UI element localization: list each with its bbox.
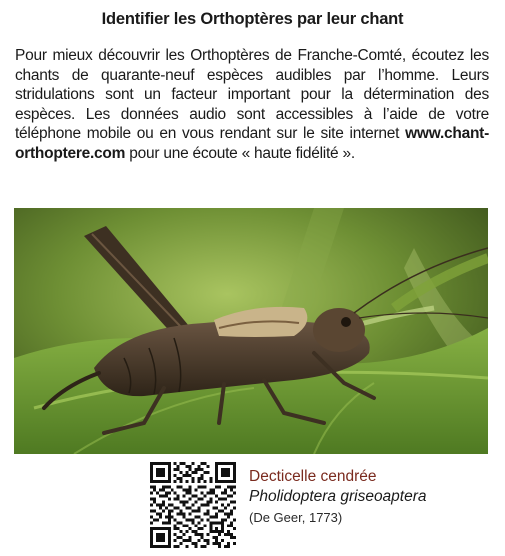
page-title: Identifier les Orthoptères par leur chant xyxy=(101,10,404,28)
species-caption xyxy=(249,467,427,528)
intro-text: Pour mieux découvrir les Orthoptères de Franche-Comté, écoutez les chants de quarante-neuf espèces audibles par l’homme. Leurs stridulations sont un facteur important pour la détermination des espèces. Les données audio sont accessibles à l’aide de votre téléphone mobile ou en vous rendant sur le site internet xyxy=(15,47,489,142)
intro-paragraph xyxy=(15,46,489,163)
intro-tail: pour une écoute « haute fidélité ». xyxy=(125,144,355,162)
species-scientific-name: Pholidoptera griseoaptera xyxy=(249,488,427,505)
species-photo xyxy=(14,208,488,454)
website-link[interactable]: www.chant-orthoptere.com xyxy=(15,125,489,162)
species-author: (De Geer, 1773) xyxy=(249,510,343,525)
qr-code[interactable] xyxy=(150,462,236,548)
species-common-name: Decticelle cendrée xyxy=(249,468,377,485)
